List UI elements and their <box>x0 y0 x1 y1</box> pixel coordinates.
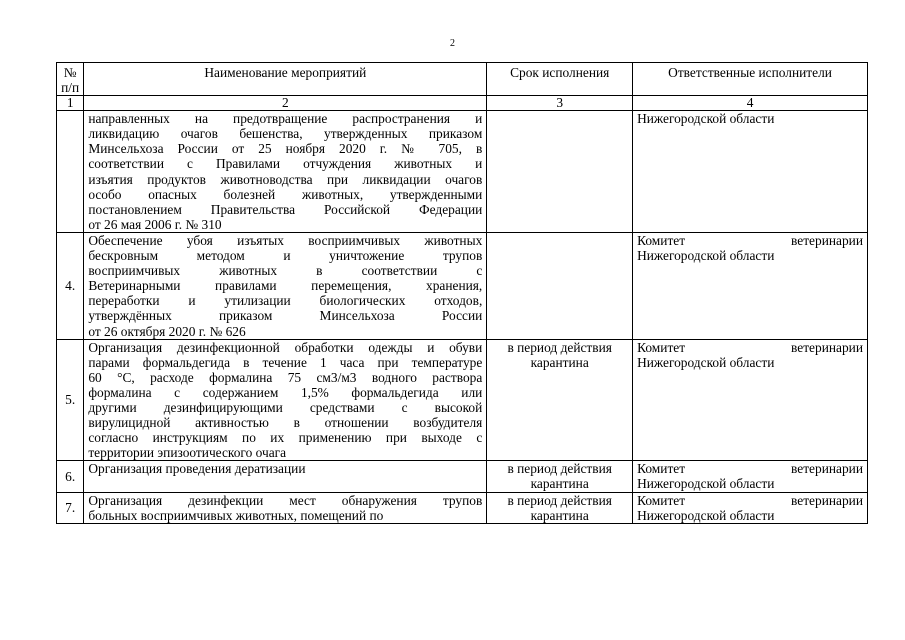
measure-line: ликвидацию очагов бешенства, утвержденных приказом <box>88 126 483 142</box>
measure-line: территории эпизоотического очага <box>88 445 287 461</box>
measure-description <box>84 111 487 233</box>
measure-line: особо опасных болезней животных, утвержденными <box>88 186 483 202</box>
header-number-line2: п/п <box>61 80 80 96</box>
measure-line: парами формальдегида в течение 1 часа при температуре <box>88 354 483 370</box>
responsible-text: Комитет ветеринарии <box>637 232 863 248</box>
measure-line: формалина с содержанием 1,5% формальдегида или <box>88 384 483 400</box>
responsible-text: Комитет ветеринарии <box>637 339 863 355</box>
deadline-cell <box>487 232 633 339</box>
measure-description <box>84 232 487 339</box>
deadline-cell <box>487 461 633 492</box>
responsible-text: Комитет ветеринарии <box>637 492 863 508</box>
column-numbers-row <box>57 96 868 111</box>
responsible-cell <box>633 461 868 492</box>
responsible-text: Нижегородской области <box>637 111 775 127</box>
table-row <box>57 461 868 492</box>
column-number-3: 3 <box>487 96 633 111</box>
measure-line: Организация дезинфекции мест обнаружения трупов <box>88 492 483 508</box>
responsible-cell <box>633 232 868 339</box>
measure-line: соответствии с Правилами отчуждения животных и <box>88 156 483 172</box>
responsible-text: Комитет ветеринарии <box>637 461 863 477</box>
measure-line: согласно инструкциям по их применению при выходе с <box>88 430 483 446</box>
header-deadline: Срок исполнения <box>487 63 633 96</box>
measure-line: Организация проведения дератизации <box>88 461 306 477</box>
row-number: 5. <box>57 339 84 461</box>
responsible-cell <box>633 111 868 233</box>
deadline-cell <box>487 111 633 233</box>
measure-line: восприимчивых животных в соответствии с <box>88 263 483 279</box>
header-measures: Наименование мероприятий <box>84 63 487 96</box>
measure-line: 60 °С, расходе формалина 75 см3/м3 водного раствора <box>88 369 483 385</box>
row-number: 6. <box>57 461 84 492</box>
row-number <box>57 111 84 233</box>
measure-line: больных восприимчивых животных, помещений по <box>88 507 384 523</box>
header-responsible: Ответственные исполнители <box>633 63 868 96</box>
responsible-text: Нижегородской области <box>637 476 775 492</box>
deadline-text: карантина <box>530 476 589 492</box>
measure-line: направленных на предотвращение распространения и <box>88 111 483 127</box>
deadline-text: в период действия <box>507 492 612 508</box>
measure-line: от 26 октября 2020 г. № 626 <box>88 323 246 339</box>
column-number-1: 1 <box>57 96 84 111</box>
deadline-cell <box>487 339 633 461</box>
deadline-text: в период действия <box>507 461 612 477</box>
table-body <box>57 111 868 524</box>
measure-line: Ветеринарными правилами перемещения, хранения, <box>88 278 483 294</box>
table-header-row <box>57 63 868 96</box>
measure-line: Минсельхоза России от 25 ноября 2020 г. № 705, в <box>88 141 483 157</box>
responsible-cell <box>633 492 868 523</box>
table-row <box>57 339 868 461</box>
column-number-2: 2 <box>84 96 487 111</box>
header-number <box>57 63 84 96</box>
measure-line: изъятия продуктов животноводства при ликвидации очагов <box>88 171 483 187</box>
deadline-text: в период действия <box>507 339 612 355</box>
measure-line: утверждённых приказом Минсельхоза России <box>88 308 483 324</box>
responsible-cell <box>633 339 868 461</box>
measure-line: Обеспечение убоя изъятых восприимчивых животных <box>88 232 483 248</box>
measure-line: переработки и утилизации биологических отходов, <box>88 293 483 309</box>
responsible-text: Нижегородской области <box>637 507 775 523</box>
measure-line: постановлением Правительства Российской Федерации <box>88 201 483 217</box>
deadline-text: карантина <box>530 354 589 370</box>
measure-line: от 26 мая 2006 г. № 310 <box>88 216 222 232</box>
measure-line: Организация дезинфекционной обработки одежды и обуви <box>88 339 483 355</box>
table-row <box>57 111 868 233</box>
measure-description <box>84 339 487 461</box>
table-row <box>57 492 868 523</box>
page-number: 2 <box>450 38 455 49</box>
measure-line: другими дезинфицирующими средствами с высокой <box>88 399 483 415</box>
header-number-line1: № <box>63 65 77 80</box>
measure-description <box>84 461 487 492</box>
row-number: 4. <box>57 232 84 339</box>
responsible-text: Нижегородской области <box>637 248 775 264</box>
column-number-4: 4 <box>633 96 868 111</box>
measure-line: вирулицидной активностью в отношении возбудителя <box>88 415 483 431</box>
deadline-cell <box>487 492 633 523</box>
responsible-text: Нижегородской области <box>637 354 775 370</box>
measure-line: бескровным методом и уничтожение трупов <box>88 248 483 264</box>
table-row <box>57 232 868 339</box>
measure-description <box>84 492 487 523</box>
deadline-text: карантина <box>530 507 589 523</box>
row-number: 7. <box>57 492 84 523</box>
measures-table <box>56 62 868 524</box>
